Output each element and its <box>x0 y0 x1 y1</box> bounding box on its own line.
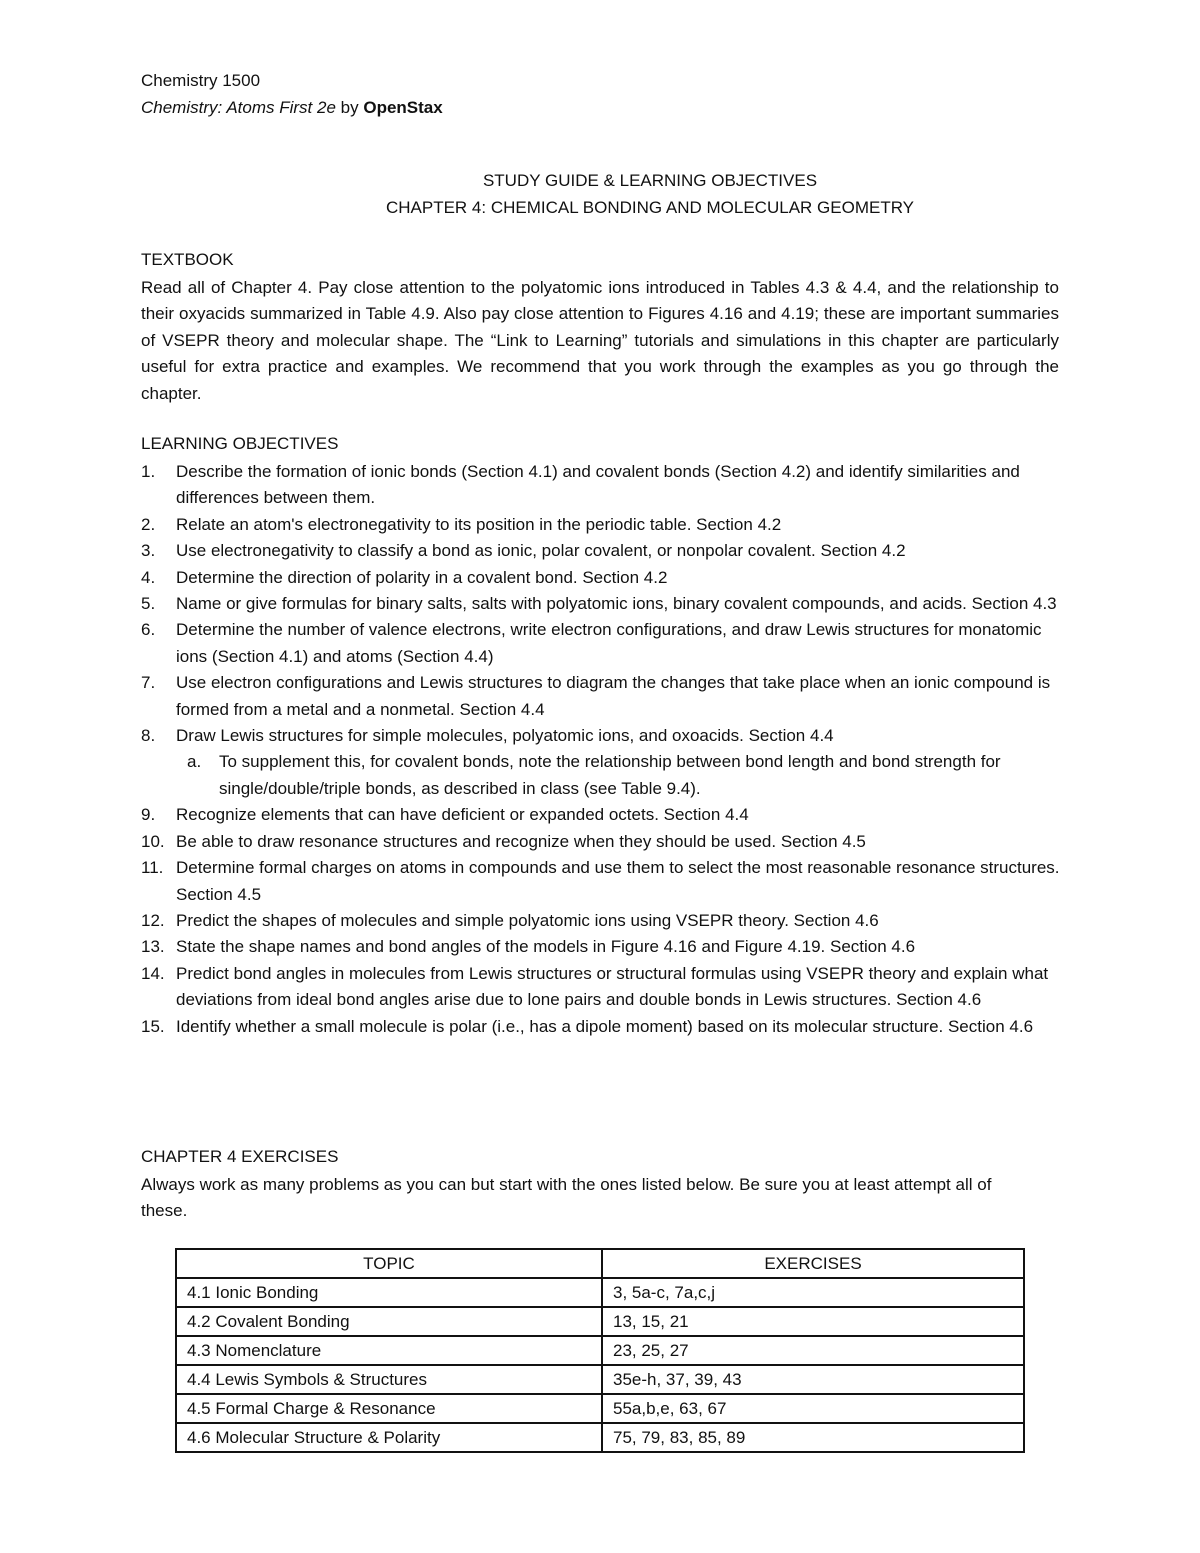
objective-text: Use electron configurations and Lewis structures to diagram the changes that take place when an ionic compound is formed from a metal and a nonmetal. Section 4.4 <box>176 673 1051 719</box>
objective-item <box>141 591 1061 617</box>
objective-item <box>141 908 1061 934</box>
book-by: by <box>340 98 359 117</box>
table-row <box>176 1365 1024 1394</box>
objective-item <box>141 723 1061 802</box>
objectives-list <box>141 459 1061 1040</box>
exercises-cell: 13, 15, 21 <box>602 1307 1024 1336</box>
objective-number: 10. <box>141 831 165 851</box>
topic-cell: 4.3 Nomenclature <box>176 1336 602 1365</box>
topic-cell: 4.5 Formal Charge & Resonance <box>176 1394 602 1423</box>
objective-text: Predict bond angles in molecules from Lewis structures or structural formulas using VSEPR theory and explain what deviations from ideal bond angles arise due to lone pairs and double bonds in Lewis structures. Section 4.6 <box>176 963 1049 1010</box>
objective-text: State the shape names and bond angles of the models in Figure 4.16 and Figure 4.19. Section 4.6 <box>176 937 916 957</box>
exercises-cell: 23, 25, 27 <box>602 1336 1024 1365</box>
objective-subitem-text: To supplement this, for covalent bonds, note the relationship between bond length and bond strength for single/double/triple bonds, as described in class (see Table 9.4). <box>219 752 1001 798</box>
table-row <box>176 1394 1024 1423</box>
objective-item <box>141 617 1061 670</box>
objective-text: Determine the direction of polarity in a covalent bond. Section 4.2 <box>176 567 668 587</box>
objective-number: 13. <box>141 937 165 957</box>
objective-item <box>141 934 1061 960</box>
topic-cell: 4.4 Lewis Symbols & Structures <box>176 1365 602 1394</box>
objective-subitem-letter: a. <box>187 752 202 772</box>
table-row <box>176 1307 1024 1336</box>
column-header-topic: TOPIC <box>176 1249 602 1278</box>
exercises-table <box>175 1248 1025 1453</box>
exercises-paragraph: Always work as many problems as you can but start with the ones listed below. Be sure you at least attempt all of these. <box>141 1175 992 1221</box>
table-row <box>176 1336 1024 1365</box>
objective-text: Relate an atom's electronegativity to its position in the periodic table. Section 4.2 <box>176 514 782 534</box>
guide-title: STUDY GUIDE & LEARNING OBJECTIVES <box>482 171 818 190</box>
objective-number: 9. <box>141 805 156 825</box>
objective-item <box>141 829 1061 855</box>
objective-number: 5. <box>141 594 156 614</box>
objective-item <box>141 512 1061 538</box>
objective-text: Recognize elements that can have deficient or expanded octets. Section 4.4 <box>176 805 749 825</box>
textbook-heading: TEXTBOOK <box>141 250 234 269</box>
objective-number: 7. <box>141 673 156 693</box>
objective-text: Use electronegativity to classify a bond as ionic, polar covalent, or nonpolar covalent. Section 4.2 <box>176 541 906 561</box>
table-row <box>176 1423 1024 1452</box>
objective-item <box>141 961 1061 1014</box>
objective-number: 6. <box>141 620 156 640</box>
objective-number: 12. <box>141 910 165 930</box>
objective-text: Describe the formation of ionic bonds (Section 4.1) and covalent bonds (Section 4.2) and identify similarities and differences between them. <box>176 462 1020 508</box>
objective-item <box>141 459 1061 512</box>
objective-number: 14. <box>141 963 165 983</box>
objective-number: 1. <box>141 462 156 481</box>
objective-number: 8. <box>141 726 156 746</box>
course-name: Chemistry 1500 <box>141 71 261 90</box>
objective-number: 4. <box>141 567 156 587</box>
chapter-title: CHAPTER 4: CHEMICAL BONDING AND MOLECULAR GEOMETRY <box>385 198 915 217</box>
book-publisher: OpenStax <box>363 98 443 117</box>
book-title: Chemistry: Atoms First 2e <box>141 98 336 117</box>
exercises-cell: 55a,b,e, 63, 67 <box>602 1394 1024 1423</box>
objective-subitem <box>176 749 1061 802</box>
table-row <box>176 1278 1024 1307</box>
objective-item <box>141 855 1061 908</box>
objective-text: Name or give formulas for binary salts, salts with polyatomic ions, binary covalent compounds, and acids. Section 4.3 <box>176 594 1057 614</box>
objective-item <box>141 538 1061 564</box>
objectives-heading: LEARNING OBJECTIVES <box>141 434 339 453</box>
objective-item <box>141 565 1061 591</box>
objective-item <box>141 802 1061 828</box>
table-header-row <box>176 1249 1024 1278</box>
objective-text: Identify whether a small molecule is polar (i.e., has a dipole moment) based on its molecular structure. Section 4.6 <box>176 1016 1034 1036</box>
exercises-cell: 3, 5a-c, 7a,c,j <box>602 1278 1024 1307</box>
topic-cell: 4.2 Covalent Bonding <box>176 1307 602 1336</box>
objective-text: Draw Lewis structures for simple molecules, polyatomic ions, and oxoacids. Section 4.4 <box>176 726 834 746</box>
topic-cell: 4.1 Ionic Bonding <box>176 1278 602 1307</box>
objective-number: 15. <box>141 1016 165 1036</box>
objective-item <box>141 670 1061 723</box>
objective-text: Determine formal charges on atoms in compounds and use them to select the most reasonable resonance structures. Section 4.5 <box>176 858 1060 904</box>
objective-number: 3. <box>141 541 156 561</box>
exercises-heading: CHAPTER 4 EXERCISES <box>141 1147 339 1166</box>
textbook-paragraph: Read all of Chapter 4. Pay close attention to the polyatomic ions introduced in Tables 4.3 & 4.4, and the relationship to their oxyacids summarized in Table 4.9. Also pay close attention to Figures 4.16 and 4.19; these are important summaries of VSEPR theory and molecular shape. The “Link to Learning” tutorials and simulations in this chapter are particularly useful for extra practice and examples. We recommend that you work through the examples as you go through the chapter. <box>141 278 1059 403</box>
exercises-cell: 75, 79, 83, 85, 89 <box>602 1423 1024 1452</box>
column-header-exercises: EXERCISES <box>602 1249 1024 1278</box>
objective-item <box>141 1014 1061 1040</box>
objective-number: 11. <box>141 858 164 878</box>
exercises-cell: 35e-h, 37, 39, 43 <box>602 1365 1024 1394</box>
book-reference <box>141 97 443 119</box>
objective-text: Be able to draw resonance structures and recognize when they should be used. Section 4.5 <box>176 831 866 851</box>
topic-cell: 4.6 Molecular Structure & Polarity <box>176 1423 602 1452</box>
objective-number: 2. <box>141 514 156 534</box>
objective-text: Predict the shapes of molecules and simple polyatomic ions using VSEPR theory. Section 4.6 <box>176 910 879 930</box>
objective-text: Determine the number of valence electrons, write electron configurations, and draw Lewis structures for monatomic ions (Section 4.1) and atoms (Section 4.4) <box>176 620 1042 666</box>
